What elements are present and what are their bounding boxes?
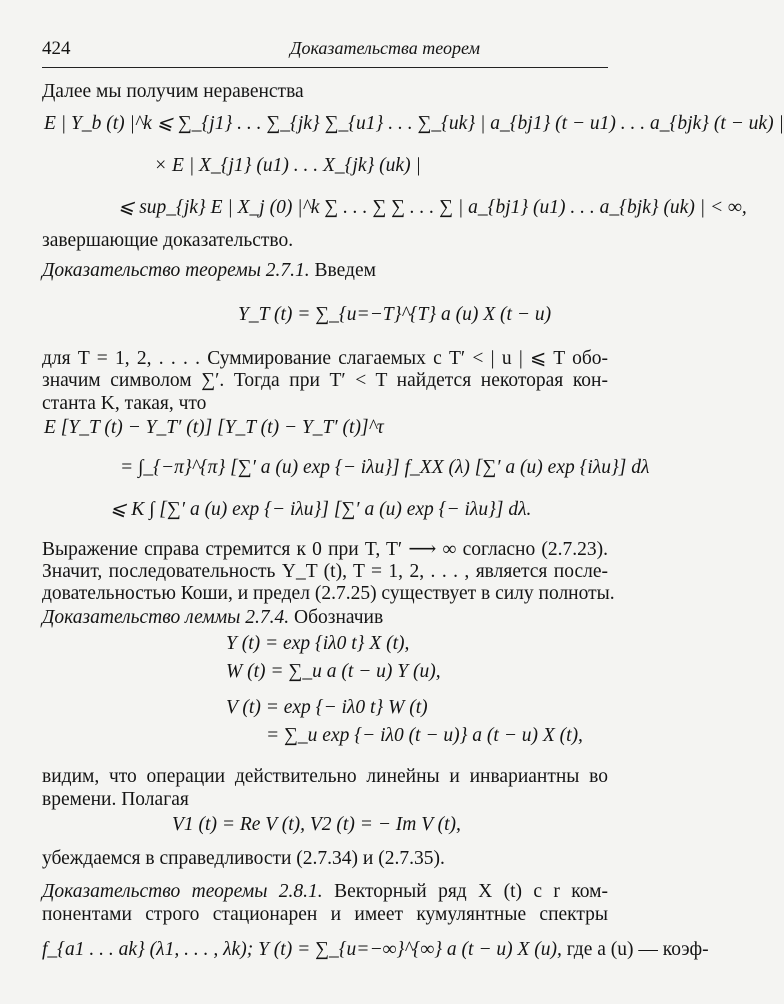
proof-271-line (42, 259, 376, 283)
Y-definition: Y (t) = exp {iλ0 t} X (t), (226, 633, 410, 654)
proof-heading: Доказательство леммы 2.7.4. (42, 607, 290, 628)
text-line: завершающие доказательство. (42, 230, 294, 251)
page-header (42, 22, 608, 59)
text-line: убеждаемся в справедливости (2.7.34) и (2.7.35). (42, 848, 445, 869)
proof-intro: Введем (314, 260, 376, 281)
YT-definition: Y_T (t) = ∑_{u=−T}^{T} a (u) X (t − u) (238, 304, 552, 325)
expectation-line-2: = ∫_{−π}^{π} [∑′ a (u) exp {− iλu}] f_XX (λ) [∑′ a (u) exp {iλu}] dλ (120, 457, 650, 478)
running-title: Доказательства теорем (290, 38, 480, 58)
text-line: видим, что операции действительно линейны и инвариантны во (42, 766, 608, 787)
W-definition: W (t) = ∑_u a (t − u) Y (u), (226, 661, 441, 682)
proof-intro: Векторный ряд X (t) с r ком- (334, 881, 608, 902)
proof-274-line (42, 606, 383, 630)
text-line: понентами строго стационарен и имеет кумулянтные спектры (42, 904, 608, 925)
V-definition: V (t) = exp {− iλ0 t} W (t) (226, 697, 428, 718)
spectra-line (42, 938, 709, 962)
proof-281-line (42, 880, 608, 904)
text-line: времени. Полагая (42, 789, 189, 810)
expectation-line-1: E [Y_T (t) − Y_T′ (t)] [Y_T (t) − Y_T′ (t)]^τ (44, 417, 384, 438)
text-line: значим символом ∑′. Тогда при T′ < T найдется некоторая кон- (42, 370, 608, 391)
page-number: 424 (42, 38, 71, 59)
inequality-line-1: E | Y_b (t) |^k ⩽ ∑_{j1} . . . ∑_{jk} ∑_{u1} . . . ∑_{uk} | a_{bj1} (t − u1) . . . a_{bjk} (t − uk) | (44, 113, 784, 134)
spectra-formula: f_{a1 . . . ak} (λ1, . . . , λk); Y (t) = ∑_{u=−∞}^{∞} a (t − u) X (u), (42, 939, 562, 960)
proof-heading: Доказательство теоремы 2.7.1. (42, 260, 310, 281)
V-sum: = ∑_u exp {− iλ0 (t − u)} a (t − u) X (t), (266, 725, 583, 746)
V1-V2-definition: V1 (t) = Re V (t), V2 (t) = − Im V (t), (172, 814, 461, 835)
text-line: станта K, такая, что (42, 393, 207, 414)
header-rule (42, 67, 608, 68)
inequality-line-3: ⩽ sup_{jk} E | X_j (0) |^k ∑ . . . ∑ ∑ . . . ∑ | a_{bj1} (u1) . . . a_{bjk} (uk) | < ∞, (118, 197, 747, 218)
text-line: Выражение справа стремится к 0 при T, T′ ⟶ ∞ согласно (2.7.23). (42, 539, 608, 560)
proof-intro: Обозначив (293, 607, 384, 628)
text-line: Далее мы получим неравенства (42, 81, 304, 102)
text-tail: где a (u) — коэф- (566, 939, 709, 960)
text-line: Значит, последовательность Y_T (t), T = 1, 2, . . . , является после- (42, 561, 608, 582)
inequality-line-2: × E | X_{j1} (u1) . . . X_{jk} (uk) | (154, 155, 421, 176)
text-line: довательностью Коши, и предел (2.7.25) существует в силу полноты. (42, 583, 615, 604)
text-line: для T = 1, 2, . . . . Суммирование слагаемых с T′ < | u | ⩽ T обо- (42, 348, 608, 369)
expectation-line-3: ⩽ K ∫ [∑′ a (u) exp {− iλu}] [∑′ a (u) exp {− iλu}] dλ. (110, 499, 532, 520)
proof-heading: Доказательство теоремы 2.8.1. (42, 881, 323, 902)
